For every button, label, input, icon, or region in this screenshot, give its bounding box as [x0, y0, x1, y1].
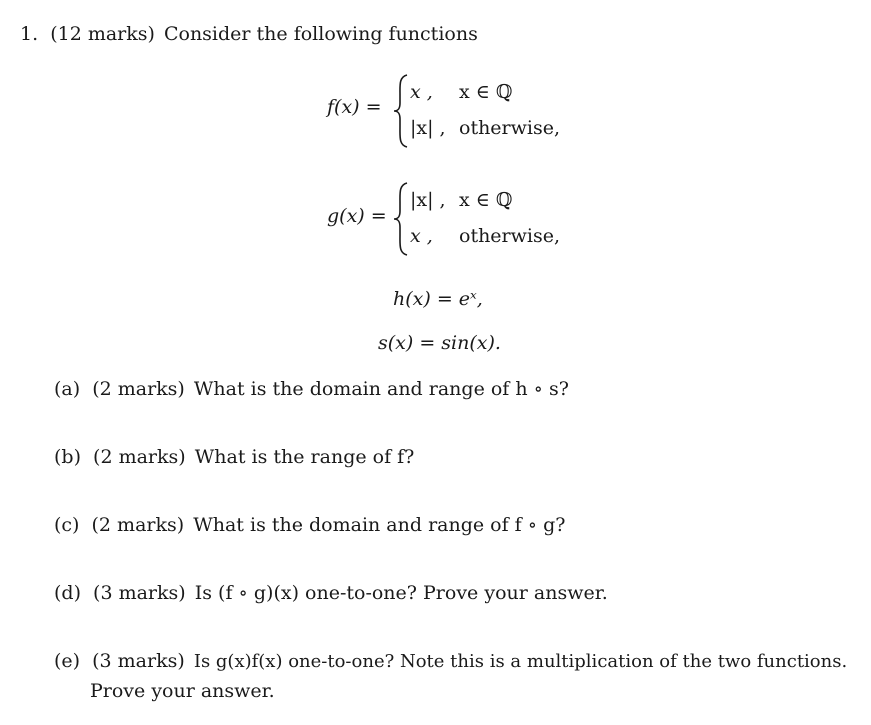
part-d-text: Is (f ∘ g)(x) one-to-one? Prove your answer. [194, 582, 608, 604]
g-case2-expr: x , [410, 225, 433, 247]
question-marks: (12 marks) [50, 23, 155, 45]
part-d-label: (d) [54, 582, 81, 604]
part-e-label: (e) [54, 650, 81, 672]
part-b-marks: (2 marks) [93, 446, 186, 468]
part-a-text: What is the domain and range of h ∘ s? [193, 378, 569, 400]
f-lhs: f(x) = [327, 96, 382, 118]
part-a-label: (a) [54, 378, 81, 400]
g-case1-expr: |x| , [410, 189, 446, 211]
f-case1-expr: x , [410, 81, 433, 103]
part-b-label: (b) [54, 446, 81, 468]
g-lhs: g(x) = [327, 205, 387, 227]
g-case2-cond: otherwise, [459, 225, 561, 247]
question-number: 1. [20, 23, 39, 45]
question-header [20, 23, 478, 45]
part-a-marks: (2 marks) [92, 378, 185, 400]
part-c-marks: (2 marks) [91, 514, 185, 536]
part-d-marks: (3 marks) [93, 582, 186, 604]
question-intro: Consider the following functions [163, 23, 478, 45]
f-case1-cond: x ∈ ℚ [459, 81, 513, 103]
part-c-text: What is the domain and range of f ∘ g? [193, 514, 566, 536]
f-left-brace [393, 73, 409, 149]
part-e-continuation: Prove your answer. [90, 680, 275, 702]
g-left-brace [393, 181, 409, 257]
part-a [54, 378, 569, 400]
part-b-text: What is the range of f? [194, 446, 415, 468]
part-d [54, 582, 608, 604]
g-case1-cond: x ∈ ℚ [459, 189, 513, 211]
part-e-text: Is g(x)f(x) one-to-one? Note this is a multiplication of the two functions. [193, 651, 848, 672]
part-e [54, 650, 847, 672]
function-s-definition: s(x) = sin(x). [378, 332, 501, 354]
f-case2-expr: |x| , [410, 117, 446, 139]
part-c-label: (c) [54, 514, 80, 536]
part-b [54, 446, 414, 468]
part-c [54, 514, 565, 536]
f-case2-cond: otherwise, [459, 117, 561, 139]
function-h-definition: h(x) = eˣ, [393, 288, 483, 310]
part-e-marks: (3 marks) [92, 650, 185, 672]
